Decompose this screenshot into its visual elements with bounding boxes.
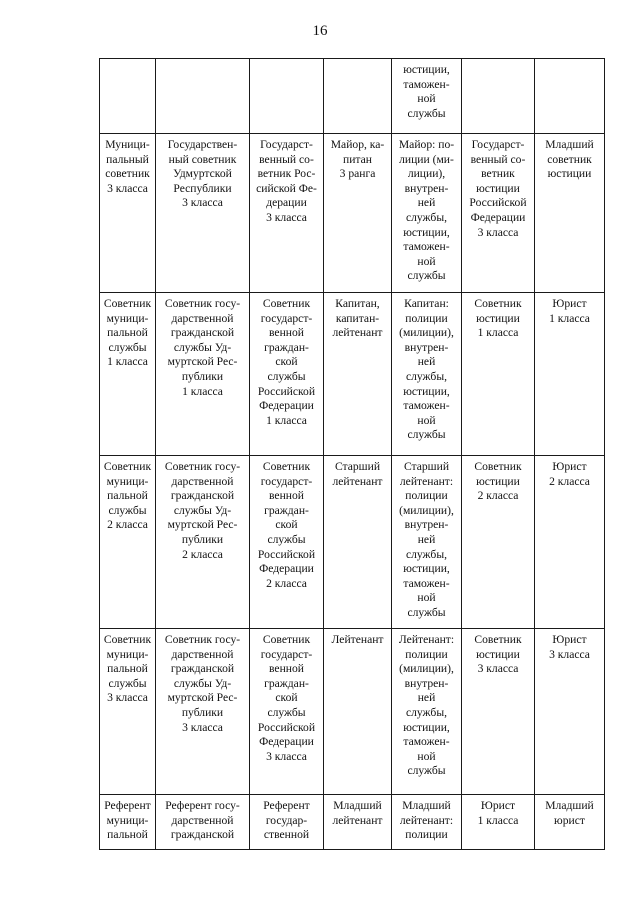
rank-correspondence-table [99, 58, 605, 850]
table-cell: Младший лейтенант [324, 795, 392, 850]
table-cell: Юрист 2 класса [535, 456, 605, 629]
table-cell: Юрист 1 класса [535, 293, 605, 456]
table-cell: Советник госу- дарственной гражданской службы Уд- муртской Рес- публики 1 класса [156, 293, 250, 456]
table-cell: Советник государст- венной граждан- ской службы Российской Федерации 2 класса [250, 456, 324, 629]
table-cell: Младший лейтенант: полиции [392, 795, 462, 850]
table-cell: Государст- венный со- ветник Рос- сийской Фе- дерации 3 класса [250, 134, 324, 293]
table-cell [462, 59, 535, 134]
table-row [100, 795, 605, 850]
table-cell: Капитан: полиции (милиции), внутрен- ней службы, юстиции, таможен- ной службы [392, 293, 462, 456]
table-cell: Советник государст- венной граждан- ской службы Российской Федерации 1 класса [250, 293, 324, 456]
table-cell: Младший советник юстиции [535, 134, 605, 293]
table-row [100, 456, 605, 629]
table-cell: Референт муници- пальной [100, 795, 156, 850]
table-cell: Государст- венный со- ветник юстиции Российской Федерации 3 класса [462, 134, 535, 293]
table-cell [100, 59, 156, 134]
table-cell: Капитан, капитан- лейтенант [324, 293, 392, 456]
table-cell: Советник юстиции 1 класса [462, 293, 535, 456]
table-cell: Советник юстиции 2 класса [462, 456, 535, 629]
table-row [100, 59, 605, 134]
table-cell: Советник государст- венной граждан- ской службы Российской Федерации 3 класса [250, 629, 324, 795]
table-cell: Юрист 3 класса [535, 629, 605, 795]
table-cell: Советник муници- пальной службы 3 класса [100, 629, 156, 795]
table-cell: Референт государ- ственной [250, 795, 324, 850]
table-cell: Советник муници- пальной службы 2 класса [100, 456, 156, 629]
table-cell [156, 59, 250, 134]
table-cell: Старший лейтенант [324, 456, 392, 629]
table-row [100, 293, 605, 456]
table-cell: Референт госу- дарственной гражданской [156, 795, 250, 850]
table-cell: Советник госу- дарственной гражданской службы Уд- муртской Рес- публики 3 класса [156, 629, 250, 795]
table-cell: Лейтенант [324, 629, 392, 795]
table-cell [324, 59, 392, 134]
table-cell: Государствен- ный советник Удмуртской Республики 3 класса [156, 134, 250, 293]
table-cell: юстиции, таможен- ной службы [392, 59, 462, 134]
table-cell: Старший лейтенант: полиции (милиции), внутрен- ней службы, юстиции, таможен- ной службы [392, 456, 462, 629]
table-cell: Советник госу- дарственной гражданской службы Уд- муртской Рес- публики 2 класса [156, 456, 250, 629]
table-cell [250, 59, 324, 134]
table-cell: Советник муници- пальной службы 1 класса [100, 293, 156, 456]
page-number: 16 [312, 23, 328, 39]
table-cell: Юрист 1 класса [462, 795, 535, 850]
table-cell: Майор, ка- питан 3 ранга [324, 134, 392, 293]
table-cell: Советник юстиции 3 класса [462, 629, 535, 795]
table-cell [535, 59, 605, 134]
table-cell: Младший юрист [535, 795, 605, 850]
table-cell: Лейтенант: полиции (милиции), внутрен- ней службы, юстиции, таможен- ной службы [392, 629, 462, 795]
table-cell: Муници- пальный советник 3 класса [100, 134, 156, 293]
table-row [100, 134, 605, 293]
table-row [100, 629, 605, 795]
table-cell: Майор: по- лиции (ми- лиции), внутрен- ней службы, юстиции, таможен- ной службы [392, 134, 462, 293]
